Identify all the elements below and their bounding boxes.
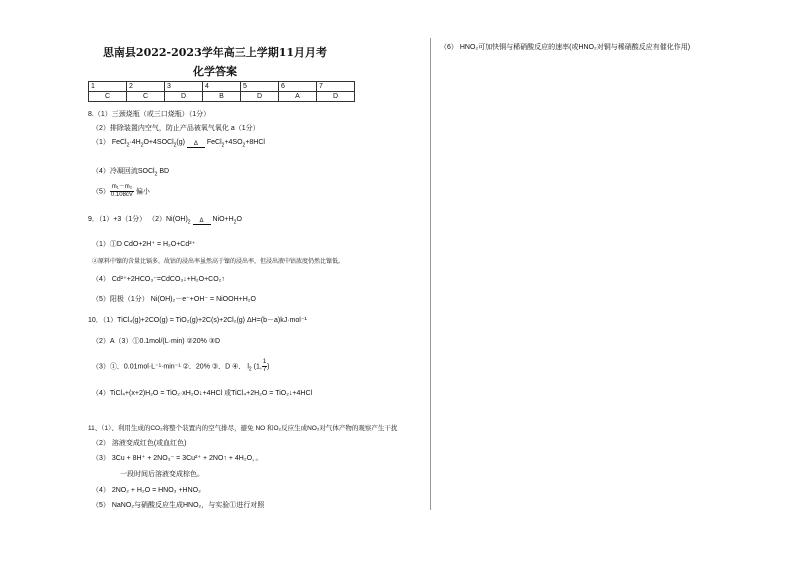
fraction-denominator: 7 <box>262 367 267 373</box>
q10-l3-a: （3）①．0.01mol·L⁻¹·min⁻¹ ②．20% ③．D ④． l <box>92 363 249 371</box>
table-cell: A <box>279 92 317 102</box>
q10-line-3 <box>92 359 270 374</box>
q10-line-2: （2）A（3）①0.1mol/(L·min) ②20% ③D <box>92 338 221 345</box>
q8-line-1: 8.（1）三颈烧瓶（或三口烧瓶）（1分） <box>88 111 211 118</box>
table-cell: D <box>241 92 279 102</box>
heat-arrow <box>193 218 211 225</box>
q8-l3-c: O+4SOCl <box>143 139 174 146</box>
page-title: 思南县2022-2023学年高三上学期11月月考 <box>102 46 328 59</box>
table-cell: 1 <box>89 82 127 92</box>
table-cell: 5 <box>241 82 279 92</box>
q9-line-1: 9．（1）+3（1分） $(2)Ni(OH)_2$ Δ $NiO+H_2O$ <box>88 216 242 226</box>
q11-line-6: （5） NaNO₂与硝酸反应生成HNO₂，与实验①进行对照 <box>92 502 265 509</box>
q8-line-4: （4）冷凝回流SOCl$_2$ BD <box>92 168 170 178</box>
q8-l3-f: +4SO <box>224 139 243 146</box>
q8-l3-a: （1） FeCl <box>92 139 127 146</box>
answer-table-number-row <box>89 82 355 92</box>
heat-arrow <box>187 141 205 148</box>
q8-fraction <box>110 184 134 199</box>
q8-l3-b: ·4H <box>129 139 141 146</box>
q8-l3-e: FeCl <box>206 139 222 146</box>
right-col-line-1: （6） HNO₂可加快铜与稀硝酸反应的速率(或HNO₂对铜与稀硝酸反应有催化作用) <box>440 44 691 51</box>
q11-line-1: 11、（1）、利用生成的CO₂将整个装置内的空气排尽，避免 NO 和O₂反应生成NO₂对气体产物的观察产生干扰 <box>88 425 398 432</box>
q10-l3-c: (1, <box>253 363 262 371</box>
answer-table-answer-row <box>89 92 355 102</box>
q8-line-2: （2）排除装置内空气，防止产品被氧气氧化 a（1分） <box>92 125 260 132</box>
q8-line-3: （1） $FeCl_2\cdot 4H_2O+4SOCl_2(g)$ Δ $FeCl_2+4SO_2+8HCl$ <box>92 139 265 149</box>
q8-l5-a: （5） <box>92 188 110 196</box>
q8-l3-g: +8HCl <box>245 139 265 146</box>
q8-l3-d: (g) <box>176 139 185 146</box>
q9-line-2: （1）①D CdO+2H⁺ = H₂O+Cd²⁺ <box>92 241 196 248</box>
table-cell: 6 <box>279 82 317 92</box>
q10-line-4: （4）TiCl₄+(x+2)H₂O = TiO₂·xH₂O↓+4HCl 或TiCl₄+2H₂O = TiO₂↓+4HCl <box>92 390 313 397</box>
page-subtitle: 化学答案 <box>193 65 237 78</box>
q9-line-4: （4） Cd²⁺+2HCO₃⁻=CdCO₃↓+H₂O+CO₂↑ <box>92 276 225 283</box>
q11-line-3: （3） 3Cu + 8H⁺ + 2NO₃⁻ = 3Cu²⁺ + 2NO↑ + 4H₂O，。 <box>92 455 263 462</box>
table-cell: B <box>203 92 241 102</box>
table-cell: 4 <box>203 82 241 92</box>
q11-line-4: 一段时间后溶液变成棕色。 <box>120 471 204 478</box>
table-cell: D <box>165 92 203 102</box>
q8-line-5 <box>92 184 150 199</box>
q8-l4-a: （4）冷凝回流SOCl <box>92 168 155 175</box>
delta-symbol: Δ <box>193 141 198 148</box>
q8-l4-b: BD <box>157 168 170 175</box>
delta-symbol: Δ <box>199 218 204 225</box>
fraction-numerator: m₁－m₂ <box>111 184 133 190</box>
q9-line-3: ②原料中镍的含量比镉多，故钴的浸出率虽然高于镍的浸出率，但浸出液中钴浓度仍然比镍低。 <box>92 259 345 265</box>
table-cell: 3 <box>165 82 203 92</box>
fraction-numerator: 1 <box>262 359 267 365</box>
table-cell: C <box>127 92 165 102</box>
table-cell: 7 <box>317 82 355 92</box>
column-divider <box>430 38 431 510</box>
q9-l1-b: NiO+H <box>212 216 234 223</box>
q9-line-5: （5）阳极（1分） Ni(OH)₂－e⁻+OH⁻ = NiOOH+H₂O <box>92 296 256 303</box>
q10-l3-d: ) <box>267 363 270 371</box>
answer-table <box>88 81 355 102</box>
table-cell: C <box>89 92 127 102</box>
fraction-denominator: 0.108cV <box>110 192 133 198</box>
q8-l5-b: 偏小 <box>133 188 150 196</box>
q11-line-2: （2） 溶液变成红色(或血红色) <box>92 440 187 447</box>
q9-l1-c: O <box>236 216 242 223</box>
q9-l1-a: 9．（1）+3（1分） （2）Ni(OH) <box>88 216 188 223</box>
table-cell: 2 <box>127 82 165 92</box>
q10-l3-b: 2 <box>248 366 252 373</box>
table-cell: D <box>317 92 355 102</box>
q10-line-1: 10．（1）TiCl₄(g)+2CO(g) = TiO₂(g)+2C(s)+2Cl₂(g) ΔH=(b－a)kJ·mol⁻¹ <box>88 317 307 324</box>
q11-line-5: （4） 2NO₂ + H₂O = HNO₃ +HNO₂ <box>92 487 201 494</box>
